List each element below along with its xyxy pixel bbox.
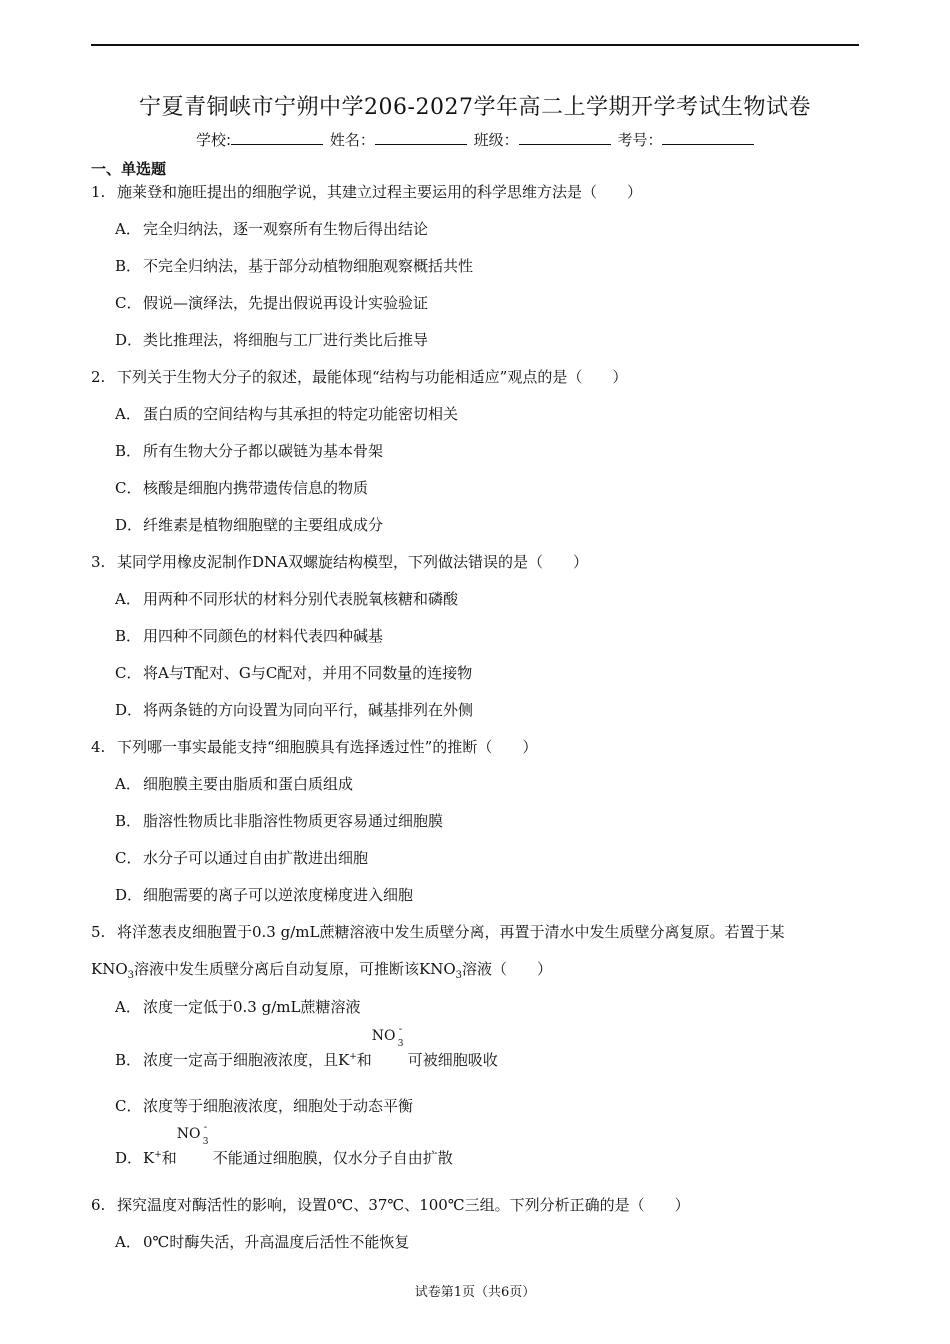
- option-letter: B．: [115, 627, 142, 645]
- question-number: 2.: [91, 368, 106, 386]
- ion-subscript: 3: [202, 1137, 209, 1147]
- option: [115, 810, 443, 831]
- option: [115, 1095, 413, 1116]
- option-letter: D．: [115, 886, 143, 904]
- ion-charge: -: [398, 1024, 403, 1035]
- option-text: K: [143, 1149, 155, 1167]
- option: [115, 588, 458, 609]
- ion-charge: +: [349, 1052, 357, 1062]
- formula-subscript: 3: [127, 970, 135, 981]
- option-letter: A．: [115, 405, 141, 423]
- option-text: 用两种不同形状的材料分别代表脱氧核糖和磷酸: [143, 590, 459, 608]
- option-letter: B．: [115, 442, 142, 460]
- option-text: 类比推理法，将细胞与工厂进行类比后推导: [143, 331, 429, 349]
- question-6-stem: [91, 1194, 690, 1215]
- header-rule: [91, 44, 859, 46]
- option-text: 细胞需要的离子可以逆浓度梯度进入细胞: [143, 886, 414, 904]
- option: [115, 699, 473, 720]
- class-label: 班级：: [473, 131, 519, 149]
- option: [115, 292, 428, 313]
- question-text: 下列哪一事实最能支持“细胞膜具有选择透过性”的推断（ ）: [117, 738, 538, 756]
- name-label: 姓名：: [329, 131, 375, 149]
- option-letter: A．: [115, 220, 141, 238]
- option-letter: C．: [115, 664, 142, 682]
- option: [115, 218, 428, 239]
- option: [115, 773, 353, 794]
- option-text: 用四种不同颜色的材料代表四种碱基: [143, 627, 384, 645]
- option-letter: A．: [115, 1233, 141, 1251]
- option: [115, 1231, 409, 1252]
- question-number: 3.: [91, 553, 106, 571]
- question-1-stem: [91, 181, 642, 202]
- option-text: 浓度等于细胞液浓度，细胞处于动态平衡: [143, 1097, 414, 1115]
- option: [115, 884, 413, 905]
- page-title: 宁夏青铜峡市宁朔中学206-2027学年高二上学期开学考试生物试卷: [139, 95, 811, 120]
- ion-subscript: 3: [397, 1039, 404, 1049]
- option: [115, 514, 383, 535]
- question-number: 1.: [91, 183, 106, 201]
- option-letter: A．: [115, 998, 141, 1016]
- student-info-line: [196, 129, 756, 150]
- option-letter: D．: [115, 1149, 143, 1167]
- option-letter: D．: [115, 701, 143, 719]
- option-text: 蛋白质的空间结构与其承担的特定功能密切相关: [143, 405, 459, 423]
- option: [115, 662, 472, 683]
- question-4-stem: [91, 736, 537, 757]
- option: [115, 255, 473, 276]
- option-text: 水分子可以通过自由扩散进出细胞: [143, 849, 369, 867]
- ion-charge: +: [154, 1150, 162, 1160]
- page-footer: 试卷第1页（共6页）: [414, 1285, 536, 1300]
- option-text: 核酸是细胞内携带遗传信息的物质: [143, 479, 369, 497]
- option-letter: C．: [115, 849, 142, 867]
- question-5-stem-line1: [91, 921, 784, 942]
- option-text: 纤维素是植物细胞壁的主要组成成分: [143, 516, 384, 534]
- formula-kno3: KNO: [91, 960, 128, 978]
- option-text: 0℃时酶失活，升高温度后活性不能恢复: [143, 1233, 410, 1251]
- question-text: 将洋葱表皮细胞置于0.3 g/mL蔗糖溶液中发生质壁分离，再置于清水中发生质壁分离复原。若置于某: [117, 923, 785, 941]
- class-blank: [519, 130, 611, 145]
- option: [115, 625, 383, 646]
- option: [115, 1122, 453, 1168]
- nitrate-ion-formula: [371, 1024, 408, 1065]
- option-text: 不能通过细胞膜，仅水分子自由扩散: [212, 1149, 453, 1167]
- option-text: 不完全归纳法，基于部分动植物细胞观察概括共性: [143, 257, 474, 275]
- option-letter: B．: [115, 1051, 142, 1069]
- school-label: 学校:: [196, 131, 232, 149]
- question-number: 4.: [91, 738, 106, 756]
- option: [115, 847, 368, 868]
- option-text: 和: [161, 1149, 177, 1167]
- option-text: 浓度一定高于细胞液浓度，且K: [143, 1051, 350, 1069]
- option: [115, 403, 458, 424]
- option: [115, 477, 368, 498]
- option-letter: C．: [115, 1097, 142, 1115]
- option-text: 假说—演绎法，先提出假说再设计实验验证: [143, 294, 429, 312]
- option-text: 脂溶性物质比非脂溶性物质更容易通过细胞膜: [143, 812, 444, 830]
- option-text: 可被细胞吸收: [407, 1051, 498, 1069]
- question-text: 探究温度对酶活性的影响，设置0℃、37℃、100℃三组。下列分析正确的是（ ）: [117, 1196, 690, 1214]
- option-text: 浓度一定低于0.3 g/mL蔗糖溶液: [143, 998, 361, 1016]
- option-letter: D．: [115, 331, 143, 349]
- exam-no-label: 考号：: [617, 131, 663, 149]
- option-letter: C．: [115, 479, 142, 497]
- school-blank: [231, 130, 323, 145]
- option: [115, 329, 428, 350]
- ion-charge: -: [203, 1122, 208, 1133]
- option-text: 将两条链的方向设置为同向平行，碱基排列在外侧: [143, 701, 474, 719]
- question-5-stem-line2: [91, 958, 552, 981]
- option-text: 细胞膜主要由脂质和蛋白质组成: [143, 775, 354, 793]
- question-text: 溶液中发生质壁分离后自动复原，可推断该KNO: [134, 960, 456, 978]
- option-letter: D．: [115, 516, 143, 534]
- question-3-stem: [91, 551, 588, 572]
- nitrate-ion-formula: [176, 1122, 213, 1163]
- option-text: 完全归纳法，逐一观察所有生物后得出结论: [143, 220, 429, 238]
- option-letter: C．: [115, 294, 142, 312]
- option-letter: B．: [115, 257, 142, 275]
- ion-symbol: NO: [371, 1028, 396, 1044]
- question-text: 下列关于生物大分子的叙述，最能体现“结构与功能相适应”观点的是（ ）: [117, 368, 628, 386]
- option: [115, 1024, 498, 1070]
- option: [115, 996, 360, 1017]
- name-blank: [375, 130, 467, 145]
- question-number: 6.: [91, 1196, 106, 1214]
- question-number: 5.: [91, 923, 106, 941]
- option-letter: A．: [115, 775, 141, 793]
- option-letter: A．: [115, 590, 141, 608]
- question-text: 某同学用橡皮泥制作DNA双螺旋结构模型，下列做法错误的是（ ）: [117, 553, 588, 571]
- option-text: 所有生物大分子都以碳链为基本骨架: [143, 442, 384, 460]
- option-letter: B．: [115, 812, 142, 830]
- option: [115, 440, 383, 461]
- question-text: 施莱登和施旺提出的细胞学说，其建立过程主要运用的科学思维方法是（ ）: [117, 183, 643, 201]
- question-text: 溶液（ ）: [462, 960, 553, 978]
- question-2-stem: [91, 366, 627, 387]
- formula-subscript: 3: [455, 970, 463, 981]
- option-text: 将A与T配对、G与C配对，并用不同数量的连接物: [143, 664, 473, 682]
- exam-no-blank: [662, 130, 754, 145]
- section-title: 一、单选题: [91, 160, 167, 178]
- ion-symbol: NO: [176, 1126, 201, 1142]
- option-text: 和: [356, 1051, 372, 1069]
